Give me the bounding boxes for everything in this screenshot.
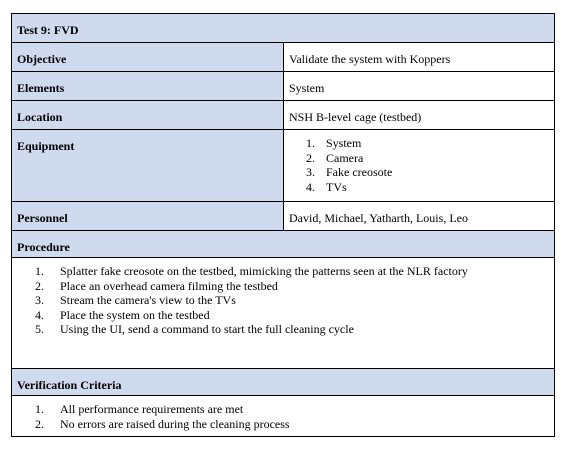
procedure-header: Procedure bbox=[12, 231, 555, 258]
list-item: 2. No errors are raised during the cleaning process bbox=[35, 416, 290, 431]
list-item: 2. Place an overhead camera filming the testbed bbox=[35, 278, 278, 293]
procedure-steps bbox=[12, 258, 555, 369]
verification-list bbox=[12, 396, 554, 431]
list-item: 4. Place the system on the testbed bbox=[35, 307, 210, 322]
verification-items bbox=[12, 396, 555, 437]
test-spec-table bbox=[11, 13, 555, 437]
personnel-value: David, Michael, Yatharth, Louis, Leo bbox=[284, 202, 555, 231]
verification-header: Verification Criteria bbox=[12, 369, 555, 396]
objective-label: Objective bbox=[12, 43, 284, 72]
list-item: 5. Using the UI, send a command to start the full cleaning cycle bbox=[35, 322, 354, 337]
list-item: 1. Splatter fake creosote on the testbed, mimicking the patterns seen at the NLR factory bbox=[35, 264, 468, 278]
equipment-list bbox=[284, 130, 554, 194]
procedure-list bbox=[12, 258, 554, 337]
list-item: 3. Fake creosote bbox=[306, 165, 393, 180]
list-item: 1. All performance requirements are met bbox=[35, 402, 244, 416]
table-title: Test 9: FVD bbox=[12, 14, 555, 43]
list-item: 2. Camera bbox=[306, 150, 364, 165]
list-item: 1. System bbox=[306, 136, 362, 150]
location-label: Location bbox=[12, 101, 284, 130]
equipment-label: Equipment bbox=[12, 130, 284, 202]
elements-label: Elements bbox=[12, 72, 284, 101]
elements-value: System bbox=[284, 72, 555, 101]
list-item: 3. Stream the camera's view to the TVs bbox=[35, 293, 236, 308]
objective-value: Validate the system with Koppers bbox=[284, 43, 555, 72]
equipment-value bbox=[284, 130, 555, 202]
list-item: 4. TVs bbox=[306, 179, 347, 194]
personnel-label: Personnel bbox=[12, 202, 284, 231]
location-value: NSH B-level cage (testbed) bbox=[284, 101, 555, 130]
